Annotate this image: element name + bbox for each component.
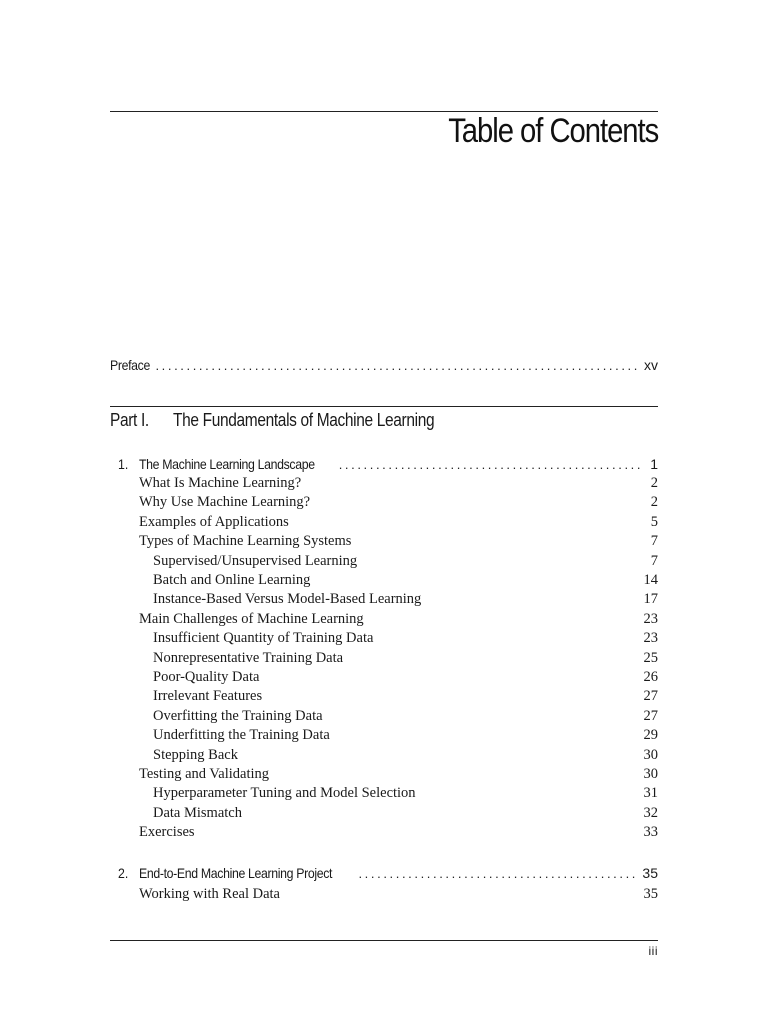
dot-leader [358, 866, 636, 881]
part-number: Part I. [110, 410, 149, 430]
part-rule [110, 406, 658, 407]
toc-entry[interactable] [110, 785, 658, 804]
entry-label: Hyperparameter Tuning and Model Selection [153, 785, 416, 802]
toc-entry[interactable] [110, 747, 658, 766]
dot-leader [155, 358, 638, 373]
entry-label: Instance-Based Versus Model-Based Learning [153, 591, 422, 608]
entry-label: Poor-Quality Data [153, 669, 260, 685]
chapter-page: 1 [650, 456, 658, 472]
toc-chapter-1[interactable] [110, 456, 658, 476]
entry-label: Overfitting the Training Data [153, 707, 323, 724]
entry-label: Working with Real Data [139, 886, 280, 902]
chapter-title: The Machine Learning Landscape [139, 456, 315, 472]
toc-entry[interactable] [110, 553, 658, 572]
chapter-title: End-to-End Machine Learning Project [139, 865, 333, 881]
toc-entry[interactable] [110, 766, 658, 785]
entry-label: Main Challenges of Machine Learning [139, 610, 364, 627]
dot-leader [339, 457, 645, 472]
entry-label: Insufficient Quantity of Training Data [153, 630, 374, 647]
entry-page: 35 [643, 886, 658, 902]
entry-label: Exercises [139, 824, 195, 841]
toc-entry[interactable] [110, 669, 658, 688]
entry-label: What Is Machine Learning? [139, 475, 302, 491]
entry-label: Supervised/Unsupervised Learning [153, 552, 358, 569]
toc-preface[interactable] [110, 357, 658, 377]
entry-page: 17 [643, 591, 658, 608]
toc-entry[interactable] [110, 886, 658, 905]
toc-entry[interactable] [110, 494, 658, 513]
entry-label: Batch and Online Learning [153, 572, 311, 588]
entry-page: 25 [643, 649, 658, 666]
toc-entry[interactable] [110, 611, 658, 630]
entry-label: Irrelevant Features [153, 688, 263, 705]
part-title: The Fundamentals of Machine Learning [173, 410, 435, 430]
entry-page: 5 [650, 513, 658, 530]
chapter-page: 35 [642, 865, 658, 881]
toc-entry[interactable] [110, 591, 658, 610]
entry-page: 31 [643, 785, 658, 802]
entry-page: 33 [643, 824, 658, 841]
toc-entry[interactable] [110, 514, 658, 533]
preface-label: Preface [110, 357, 150, 373]
entry-page: 32 [643, 804, 658, 821]
entry-page: 2 [650, 494, 658, 511]
entry-page: 30 [643, 766, 658, 782]
page-number: iii [648, 944, 658, 958]
entry-label: Stepping Back [153, 746, 238, 763]
toc-entry[interactable] [110, 650, 658, 669]
entry-label: Testing and Validating [139, 766, 270, 782]
entry-label: Examples of Applications [139, 513, 289, 530]
toc-entry[interactable] [110, 688, 658, 707]
toc-entry[interactable] [110, 824, 658, 843]
toc-entry[interactable] [110, 727, 658, 746]
entry-label: Nonrepresentative Training Data [153, 649, 344, 666]
toc-entry[interactable] [110, 630, 658, 649]
entry-page: 29 [643, 727, 658, 744]
preface-page: xv [644, 357, 658, 373]
chapter-number: 1. [118, 456, 129, 472]
toc-entry[interactable] [110, 708, 658, 727]
entry-page: 7 [650, 552, 658, 569]
entry-label: Data Mismatch [153, 804, 242, 821]
toc-entry[interactable] [110, 805, 658, 824]
entry-page: 27 [643, 707, 658, 724]
entry-page: 7 [650, 533, 658, 550]
toc-chapter-2[interactable] [110, 865, 658, 885]
entry-page: 2 [650, 475, 658, 491]
entry-label: Underfitting the Training Data [153, 727, 330, 744]
entry-page: 14 [643, 572, 658, 588]
page-title: Table of Contents [447, 112, 658, 150]
entry-label: Why Use Machine Learning? [139, 494, 311, 511]
entry-page: 27 [643, 688, 658, 705]
bottom-rule [110, 940, 658, 941]
entry-label: Types of Machine Learning Systems [139, 533, 352, 550]
toc-entry[interactable] [110, 533, 658, 552]
toc-entry[interactable] [110, 572, 658, 591]
toc-entry[interactable] [110, 475, 658, 494]
chapter-number: 2. [118, 865, 129, 881]
entry-page: 23 [643, 610, 658, 627]
entry-page: 23 [643, 630, 658, 647]
part-heading [110, 410, 658, 438]
entry-page: 30 [643, 746, 658, 763]
entry-page: 26 [643, 669, 658, 685]
